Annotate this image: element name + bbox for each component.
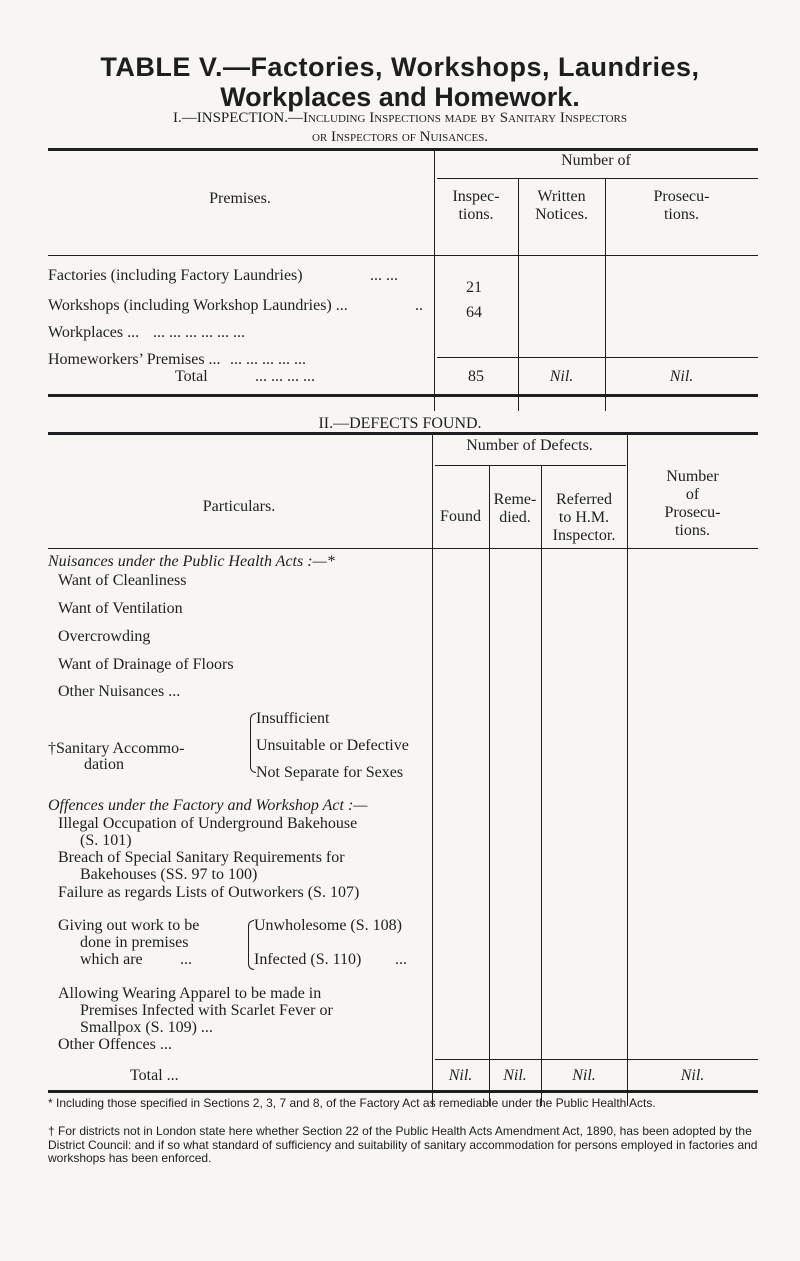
premises-row-label: Workplaces ... — [48, 324, 140, 341]
particulars-row: (S. 101) — [80, 832, 132, 849]
particulars-row: Other Offences ... — [58, 1036, 172, 1053]
sanitary-label-line: dation — [84, 756, 124, 773]
col-referred — [541, 491, 627, 545]
particulars-row: Overcrowding — [58, 628, 151, 645]
total-written-notices: Nil. — [549, 368, 574, 385]
section1-heading: I.—INSPECTION.—Including Inspections made by Sanitary Inspectors — [173, 110, 627, 126]
particulars-row: done in premises — [80, 934, 189, 951]
particulars-row: Breach of Special Sanitary Requirements for — [58, 849, 345, 866]
col-prosecutions-line: of — [685, 486, 700, 503]
row-leader: .. — [415, 297, 423, 314]
col-written-line: Written — [537, 188, 586, 205]
offences-heading: Offences under the Factory and Workshop Act :— — [48, 797, 368, 814]
particulars-row: Giving out work to be — [58, 917, 200, 934]
premises-row-label: Workshops (including Workshop Laundries) ... — [48, 297, 348, 314]
premises-row-label: Factories (including Factory Laundries) — [48, 267, 303, 284]
row-leader: ... ... ... ... — [255, 368, 315, 385]
col-prosecutions-line: Prosecu- — [664, 504, 721, 521]
col-remedied-line: died. — [499, 509, 531, 526]
col-written-line: Notices. — [535, 206, 588, 223]
particulars-row: Unsuitable or Defective — [256, 737, 409, 754]
premises-row-label: Homeworkers’ Premises ... — [48, 351, 221, 368]
total-remedied: Nil. — [503, 1067, 527, 1084]
top-rule — [48, 148, 758, 151]
col-number-of-prosecutions — [627, 468, 758, 540]
col-inspections-line: Inspec- — [452, 188, 500, 205]
particulars-row: which are — [80, 951, 143, 968]
col-number-of: Number of — [561, 152, 631, 169]
top-rule — [48, 432, 758, 435]
row-leader: ... ... — [370, 267, 398, 284]
total-found: Nil. — [448, 1067, 473, 1084]
col-referred-line: to H.M. — [558, 509, 610, 526]
col-referred-line: Referred — [556, 491, 612, 508]
total-referred: Nil. — [572, 1067, 596, 1084]
particulars-row: Insufficient — [256, 710, 330, 727]
row-leader: ... ... ... ... ... — [230, 351, 306, 368]
header-rule — [437, 178, 758, 179]
total-label: Total — [175, 368, 208, 385]
bottom-rule — [48, 394, 758, 397]
col-particulars: Particulars. — [202, 498, 276, 515]
subtotal-rule — [435, 1059, 758, 1060]
particulars-row: Infected (S. 110) — [254, 951, 362, 968]
col-number-of-defects: Number of Defects. — [466, 437, 593, 454]
footnote-asterisk: * Including those specified in Sections 2, 3, 7 and 8, of the Factory Act as remediable under the Public Health Acts. — [48, 1096, 656, 1110]
table-title-line2: Workplaces and Homework. — [220, 82, 580, 112]
total-prosecutions: Nil. — [680, 1067, 705, 1084]
col-referred-line: Inspector. — [552, 527, 616, 544]
col-divider — [432, 432, 433, 1106]
particulars-row: Want of Cleanliness — [58, 572, 187, 589]
row-leader: ... — [395, 951, 407, 968]
nuisances-heading: Nuisances under the Public Health Acts :—* — [48, 553, 335, 570]
particulars-row: Illegal Occupation of Underground Bakehouse — [58, 815, 358, 832]
particulars-row: Not Separate for Sexes — [256, 764, 404, 781]
table-title-line1: TABLE V.—Factories, Workshops, Laundries, — [100, 52, 700, 82]
col-prosecutions-line: tions. — [674, 522, 711, 539]
inspections-value: 64 — [466, 304, 482, 321]
col-remedied-line: Reme- — [493, 491, 537, 508]
col-found: Found — [440, 508, 481, 525]
col-inspections-line: tions. — [458, 206, 494, 223]
header-rule — [48, 548, 758, 549]
col-remedied — [489, 491, 541, 527]
total-label: Total ... — [130, 1067, 179, 1084]
footnote-dagger: † For districts not in London state here whether Section 22 of the Public Health Acts Amendment Act, 1890, has been adopted by the District Council: and if so what standard of sufficiency and suitability of sanitary accommodation for persons employed in factories and workshops has been enforced. — [48, 1124, 758, 1165]
total-prosecutions: Nil. — [669, 368, 694, 385]
particulars-row: Other Nuisances ... — [58, 683, 181, 700]
bottom-rule — [48, 1090, 758, 1093]
particulars-row: Smallpox (S. 109) ... — [80, 1019, 213, 1036]
row-leader: ... ... ... ... ... ... — [153, 324, 245, 341]
col-divider — [541, 465, 542, 1106]
header-rule — [48, 255, 758, 256]
particulars-row: Failure as regards Lists of Outworkers (S. 107) — [58, 884, 360, 901]
particulars-row: Allowing Wearing Apparel to be made in — [58, 985, 322, 1002]
particulars-row: Want of Drainage of Floors — [58, 656, 234, 673]
col-prosecutions-line: Prosecu- — [653, 188, 710, 205]
col-premises: Premises. — [209, 190, 271, 207]
sanitary-label — [48, 741, 184, 773]
particulars-row: Premises Infected with Scarlet Fever or — [80, 1002, 333, 1019]
inspections-value: 21 — [466, 279, 482, 296]
col-written-notices — [518, 188, 605, 224]
col-prosecutions-line: tions. — [663, 206, 700, 223]
subtotal-rule — [437, 357, 758, 358]
particulars-row: Unwholesome (S. 108) — [254, 917, 402, 934]
col-prosecutions — [605, 188, 758, 224]
sanitary-label-line: †Sanitary Accommo- — [48, 740, 185, 757]
section1-subheading: or Inspectors of Nuisances. — [311, 129, 489, 145]
total-inspections: 85 — [468, 368, 484, 385]
particulars-row: Want of Ventilation — [58, 600, 183, 617]
particulars-row: Bakehouses (SS. 97 to 100) — [80, 866, 258, 883]
col-inspections — [434, 188, 518, 224]
col-divider — [489, 465, 490, 1106]
section2-heading: II.—DEFECTS FOUND. — [318, 415, 482, 432]
row-leader: ... — [180, 951, 192, 968]
header-rule — [435, 465, 626, 466]
col-prosecutions-line: Number — [666, 468, 719, 485]
